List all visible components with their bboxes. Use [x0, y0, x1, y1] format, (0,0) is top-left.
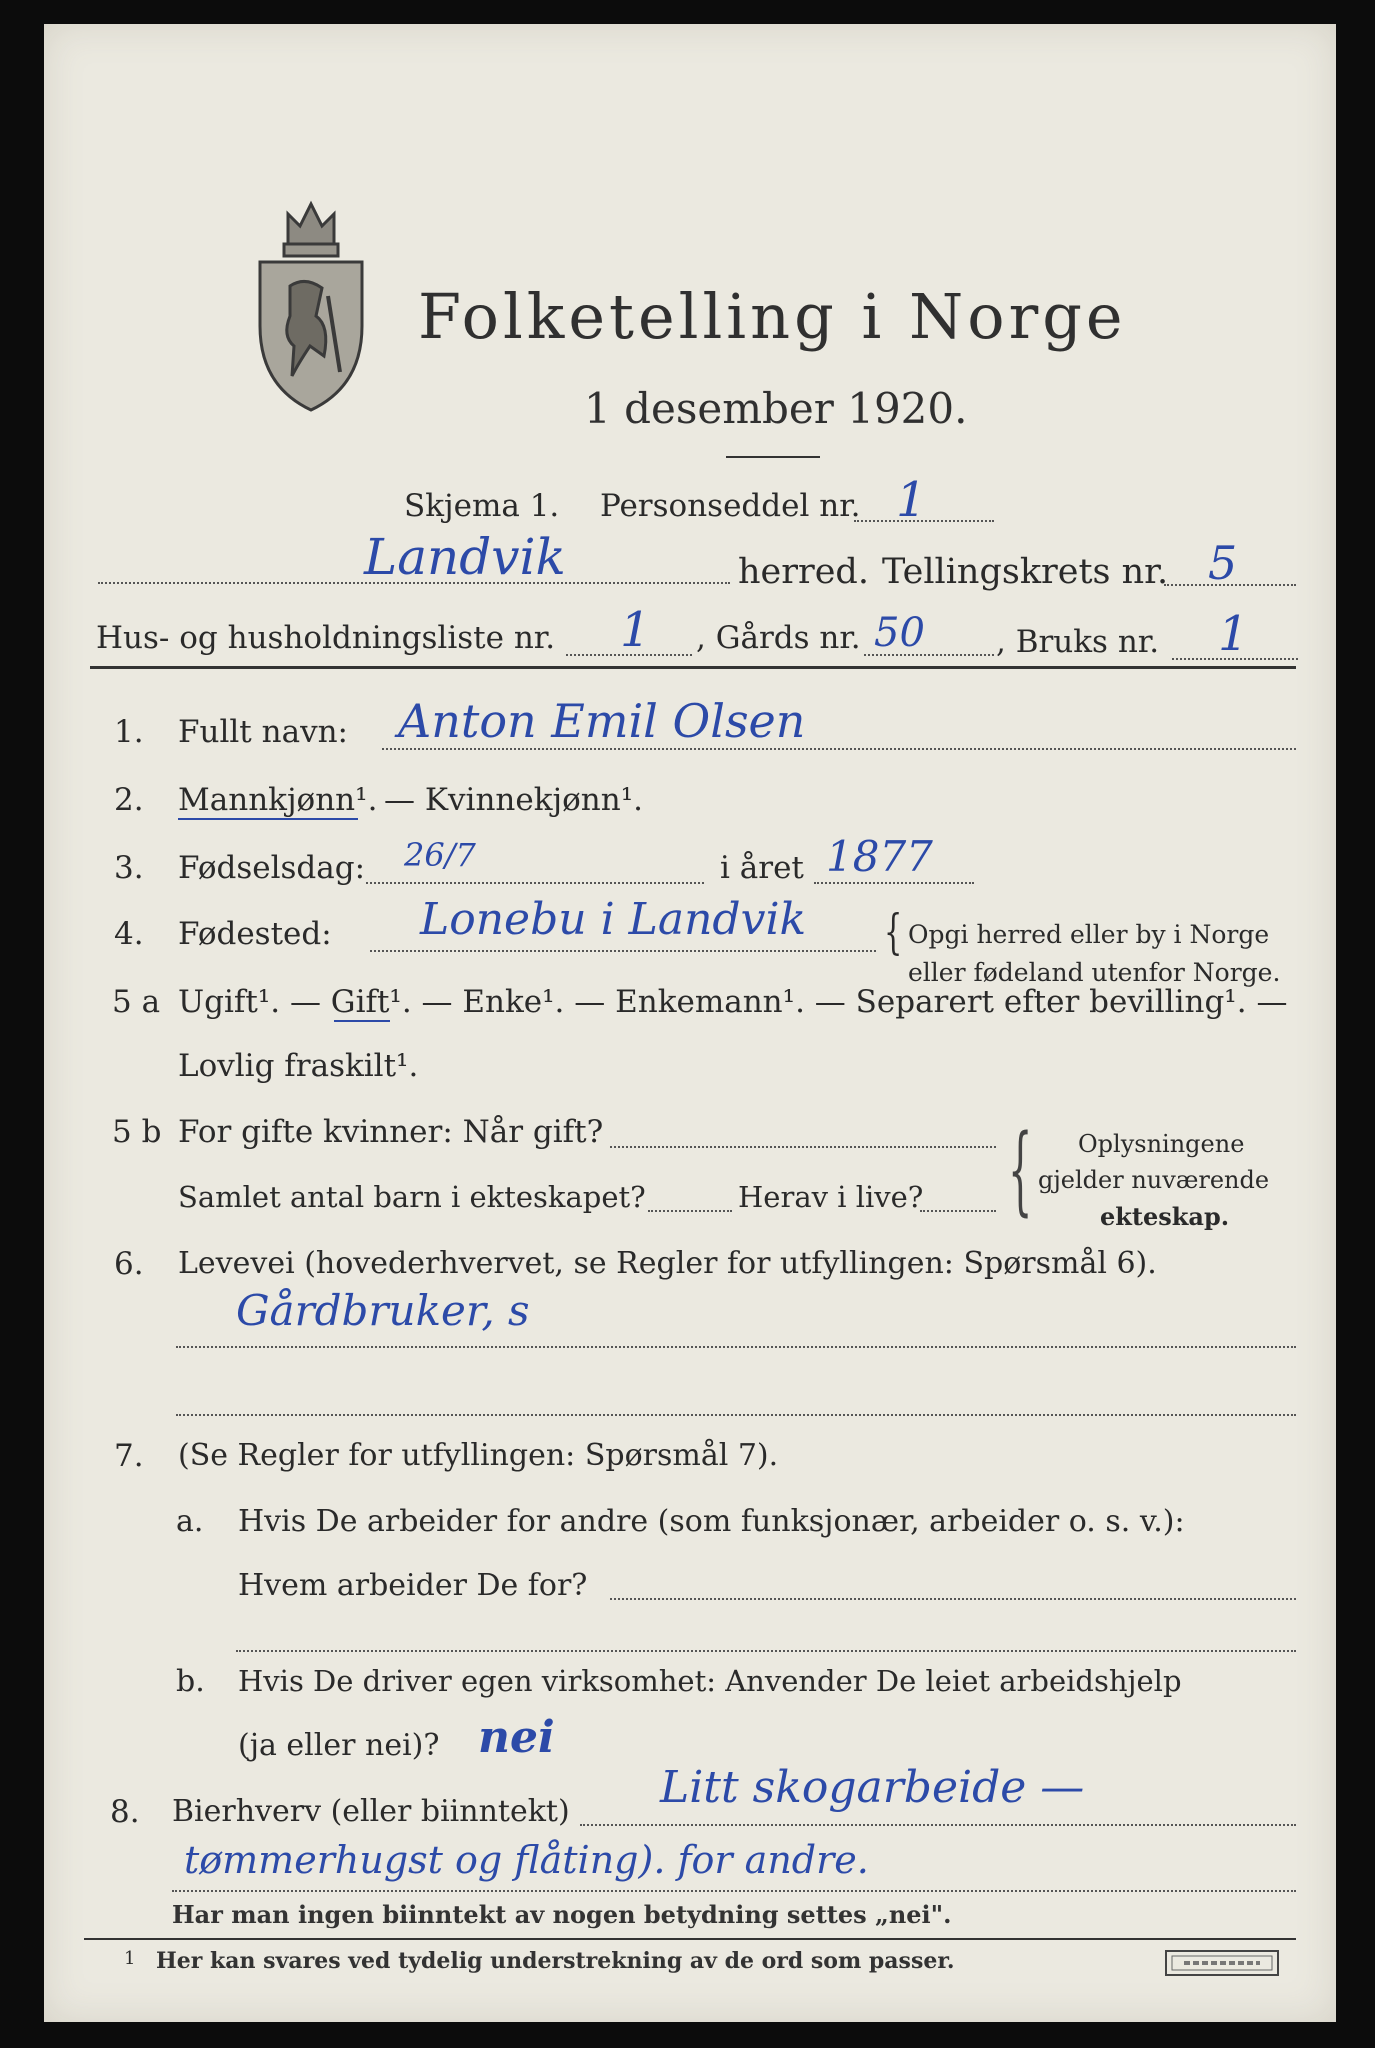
q7b-value: nei [478, 1712, 555, 1763]
form-date: 1 desember 1920. [584, 384, 968, 433]
q4-label: Fødested: [178, 916, 332, 952]
norwegian-coat-of-arms-icon [250, 196, 372, 418]
q1-field-line [382, 748, 1296, 750]
q8-value-line1: Litt skogarbeide — [660, 1762, 1085, 1813]
tellingskrets-label: Tellingskrets nr. [882, 552, 1169, 592]
bruks-value: 1 [1218, 606, 1249, 662]
q7-number: 7. [114, 1438, 144, 1474]
q4-number: 4. [114, 916, 144, 952]
q5b-alive-field-line [920, 1210, 996, 1212]
q7b-answer-label: (ja eller nei)? [238, 1728, 440, 1763]
form-title: Folketelling i Norge [418, 280, 1127, 353]
q8-field-line1 [580, 1824, 1296, 1826]
personseddel-value: 1 [896, 472, 927, 528]
q5a-options-line2: Lovlig fraskilt¹. [178, 1048, 419, 1084]
q5a-number: 5 a [112, 984, 161, 1020]
q5b-married-label: For gifte kvinner: Når gift? [178, 1114, 604, 1150]
q1-label: Fullt navn: [178, 714, 348, 750]
q3-label: Fødselsdag: [178, 850, 366, 886]
q7b-question: Hvis De driver egen virksomhet: Anvender De leiet arbeidshjelp [238, 1664, 1182, 1698]
footnote-separator [84, 1938, 1296, 1940]
tellingskrets-value: 5 [1208, 536, 1238, 590]
q4-field-line [370, 950, 876, 952]
q8-number: 8. [110, 1794, 140, 1830]
q7a-employer-label: Hvem arbeider De for? [238, 1568, 588, 1603]
q7b-letter: b. [176, 1664, 205, 1699]
header-separator [90, 666, 1296, 669]
q2-number: 2. [114, 782, 144, 818]
q7a-question: Hvis De arbeider for andre (som funksjonær, arbeider o. s. v.): [238, 1504, 1185, 1539]
q7a-letter: a. [176, 1504, 204, 1539]
q8-value-line2: tømmerhugst og flåting). for andre. [184, 1838, 869, 1882]
q4-note-line1: Opgi herred eller by i Norge [908, 920, 1270, 949]
q6-field-line1 [176, 1346, 1296, 1348]
q3-year-label: i året [720, 850, 804, 886]
q2-option-female: — Kvinnekjønn¹. [384, 782, 643, 818]
schema-label: Skjema 1. [404, 488, 560, 524]
title-divider [726, 456, 820, 458]
q6-label: Levevei (hovederhvervet, se Regler for utfyllingen: Spørsmål 6). [178, 1246, 1157, 1281]
q5a-options-line1: Ugift¹. — Gift¹. — Enke¹. — Enkemann¹. — Separert efter bevilling¹. — [178, 984, 1288, 1020]
q1-value: Anton Emil Olsen [398, 694, 806, 748]
q7a-field-line1 [610, 1598, 1296, 1600]
q3-year-field-line [814, 882, 974, 884]
q2-option-male: Mannkjønn¹. [178, 782, 378, 818]
q5b-note-line2: gjelder nuværende [1038, 1166, 1270, 1194]
q5b-alive-label: Herav i live? [738, 1180, 924, 1214]
herred-value: Landvik [364, 528, 566, 586]
q3-year-value: 1877 [826, 832, 933, 881]
q5b-married-field-line [610, 1146, 996, 1148]
q5b-note-line3: ekteskap. [1100, 1202, 1230, 1231]
q4-note-brace: { [884, 904, 903, 960]
q6-field-line2 [176, 1414, 1296, 1416]
q7a-field-line2 [236, 1650, 1296, 1652]
gards-label: , Gårds nr. [696, 620, 861, 656]
census-sheet [44, 24, 1336, 2022]
husholdningsliste-value: 1 [620, 602, 651, 658]
gards-value: 50 [874, 610, 925, 656]
footnote-marker: 1 [124, 1948, 136, 1969]
q5b-children-field-line [648, 1210, 732, 1212]
q4-value: Lonebu i Landvik [420, 894, 807, 945]
q4-note-line2: eller fødeland utenfor Norge. [908, 958, 1281, 987]
bruks-label: , Bruks nr. [996, 624, 1160, 660]
q8-field-line2 [172, 1890, 1296, 1892]
footnote-text: Her kan svares ved tydelig understrekning av de ord som passer. [156, 1948, 955, 1974]
q2-male-underline [178, 818, 358, 820]
q8-note: Har man ingen biinntekt av nogen betydning settes „nei". [172, 1900, 952, 1929]
q3-birthday-value: 26/7 [404, 836, 476, 874]
herred-label: herred. [738, 552, 869, 592]
q6-value: Gårdbruker, s [236, 1286, 530, 1335]
husholdningsliste-label: Hus- og husholdningsliste nr. [96, 620, 556, 656]
q5b-number: 5 b [112, 1114, 162, 1150]
q3-birthday-field-line [366, 882, 704, 884]
q6-number: 6. [114, 1246, 144, 1282]
q5b-children-label: Samlet antal barn i ekteskapet? [178, 1180, 646, 1214]
personseddel-label: Personseddel nr. [600, 488, 861, 524]
q3-number: 3. [114, 850, 144, 886]
q8-label: Bierhverv (eller biinntekt) [172, 1794, 570, 1829]
q5b-note-line1: Oplysningene [1078, 1130, 1245, 1158]
q7-label: (Se Regler for utfyllingen: Spørsmål 7). [178, 1438, 779, 1473]
q5b-note-brace: { [1008, 1114, 1033, 1226]
q5a-gift-underline [334, 1020, 390, 1022]
printer-stamp-icon [1164, 1948, 1280, 1978]
q1-number: 1. [114, 714, 144, 750]
